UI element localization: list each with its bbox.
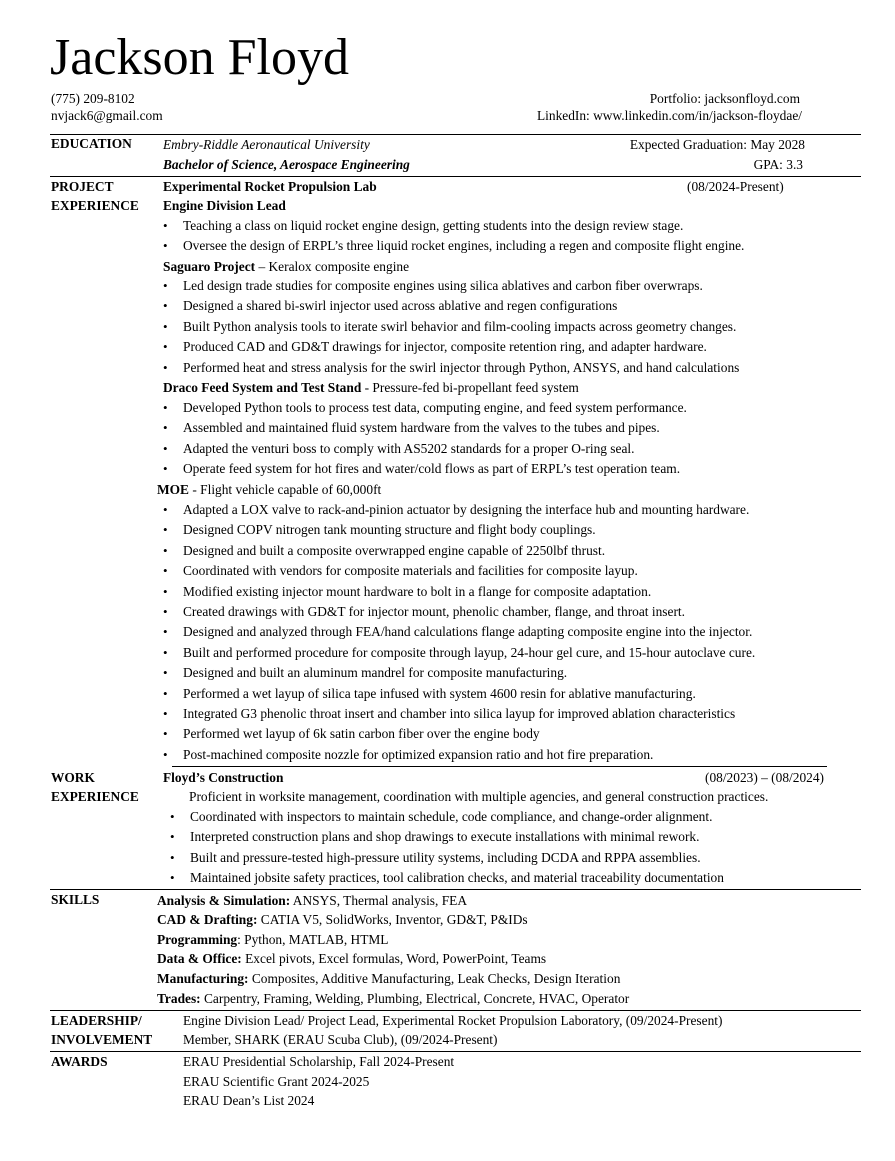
- portfolio-link[interactable]: Portfolio: jacksonfloyd.com: [649, 91, 800, 106]
- skill-line: [157, 949, 546, 969]
- list-item: • Produced CAD and GD&T drawings for injector, composite retention ring, and adapter hardware.: [157, 337, 739, 357]
- list-item: • Operate feed system for hot fires and water/cold flows as part of ERPL’s test operation team.: [157, 459, 687, 479]
- list-item: • Performed heat and stress analysis for the swirl injector through Python, ANSYS, and hand calculations: [157, 358, 739, 378]
- education-heading: EDUCATION: [51, 136, 132, 151]
- skill-line: [157, 930, 389, 950]
- work-org: Floyd’s Construction: [163, 770, 284, 785]
- saguaro-desc: – Keralox composite engine: [255, 259, 410, 274]
- list-item: • Interpreted construction plans and shop drawings to execute installations with minimal rework.: [164, 827, 724, 847]
- skill-label: Manufacturing:: [157, 971, 249, 986]
- list-item: • Coordinated with inspectors to maintain schedule, code compliance, and change-order alignment.: [164, 807, 724, 827]
- skills-heading: SKILLS: [51, 892, 100, 907]
- leadership-item: Engine Division Lead/ Project Lead, Experimental Rocket Propulsion Laboratory, (09/2024-Present): [183, 1013, 723, 1028]
- skill-line: [157, 989, 629, 1009]
- skill-value: Carpentry, Framing, Welding, Plumbing, Electrical, Concrete, HVAC, Operator: [200, 991, 630, 1006]
- moe-desc: - Flight vehicle capable of 60,000ft: [189, 482, 382, 497]
- list-item: • Designed and built an aluminum mandrel for composite manufacturing.: [157, 663, 755, 683]
- project-heading-line1: PROJECT: [51, 179, 114, 194]
- project-heading-line2: EXPERIENCE: [51, 198, 139, 213]
- award-item: ERAU Scientific Grant 2024-2025: [183, 1074, 370, 1089]
- list-item: • Built and pressure-tested high-pressure utility systems, including DCDA and RPPA assemblies.: [164, 848, 724, 868]
- draco-header: [163, 380, 579, 396]
- draco-bullets: [157, 398, 687, 480]
- award-item: ERAU Presidential Scholarship, Fall 2024-Present: [183, 1054, 455, 1069]
- list-item: • Integrated G3 phenolic throat insert and chamber into silica layup for improved ablation characteristics: [157, 704, 755, 724]
- project-org: Experimental Rocket Propulsion Lab: [163, 179, 377, 194]
- skill-label: Trades:: [157, 991, 201, 1006]
- list-item: • Post-machined composite nozzle for optimized expansion ratio and hot fire preparation.: [157, 745, 755, 765]
- leadership-item: Member, SHARK (ERAU Scuba Club), (09/2024-Present): [183, 1032, 498, 1047]
- skill-line: [157, 891, 467, 911]
- awards-heading: AWARDS: [51, 1054, 108, 1069]
- leadership-heading-line2: INVOLVEMENT: [51, 1032, 153, 1047]
- skill-label: Programming: [157, 932, 238, 947]
- work-heading-line1: WORK: [51, 770, 95, 785]
- list-item: • Created drawings with GD&T for injector mount, phenolic chamber, flange, and throat insert.: [157, 602, 755, 622]
- leadership-heading-line1: LEADERSHIP/: [51, 1013, 142, 1028]
- section-divider: [50, 1051, 861, 1052]
- list-item: • Performed wet layup of 6k satin carbon fiber over the engine body: [157, 724, 755, 744]
- skill-label: Analysis & Simulation:: [157, 893, 291, 908]
- work-dates: (08/2023) – (08/2024): [704, 770, 824, 785]
- list-item: • Teaching a class on liquid rocket engine design, getting students into the design review stage.: [157, 216, 744, 236]
- list-item: • Coordinated with vendors for composite materials and facilities for composite layup.: [157, 561, 755, 581]
- moe-bullets: [157, 500, 755, 765]
- skill-line: [157, 910, 528, 930]
- project-role: Engine Division Lead: [163, 198, 286, 213]
- skill-value: ANSYS, Thermal analysis, FEA: [290, 893, 467, 908]
- list-item: • Adapted a LOX valve to rack-and-pinion actuator by designing the interface hub and mounting hardware.: [157, 500, 755, 520]
- list-item: • Led design trade studies for composite engines using silica ablatives and carbon fiber overwraps.: [157, 276, 739, 296]
- list-item: • Built and performed procedure for composite through layup, 24-hour gel cure, and 15-hour autoclave cure.: [157, 643, 755, 663]
- list-item: • Built Python analysis tools to iterate swirl behavior and film-cooling impacts across geometry changes.: [157, 317, 739, 337]
- draco-desc: - Pressure-fed bi-propellant feed system: [361, 380, 579, 395]
- saguaro-bullets: [157, 276, 739, 378]
- email-address: nvjack6@gmail.com: [51, 108, 163, 123]
- school-name: Embry-Riddle Aeronautical University: [163, 137, 370, 152]
- skill-value: : Python, MATLAB, HTML: [237, 932, 389, 947]
- list-item: • Assembled and maintained fluid system hardware from the valves to the tubes and pipes.: [157, 418, 687, 438]
- skill-value: Composites, Additive Manufacturing, Leak Checks, Design Iteration: [248, 971, 621, 986]
- gpa: GPA: 3.3: [753, 157, 803, 172]
- skill-value: Excel pivots, Excel formulas, Word, PowerPoint, Teams: [241, 951, 547, 966]
- graduation-date: Expected Graduation: May 2028: [629, 137, 805, 152]
- skill-line: [157, 969, 620, 989]
- linkedin-link[interactable]: LinkedIn: www.linkedin.com/in/jackson-floydae/: [536, 108, 802, 123]
- saguaro-header: [163, 259, 409, 275]
- degree-name: Bachelor of Science, Aerospace Engineering: [163, 157, 410, 172]
- project-dates: (08/2024-Present): [687, 179, 784, 194]
- section-divider: [172, 766, 827, 767]
- role-bullets: [157, 216, 744, 257]
- list-item: • Maintained jobsite safety practices, tool calibration checks, and material traceability documentation: [164, 868, 724, 888]
- section-divider: [50, 176, 861, 177]
- list-item: • Developed Python tools to process test data, computing engine, and feed system performance.: [157, 398, 687, 418]
- list-item: • Adapted the venturi boss to comply with AS5202 standards for a proper O-ring seal.: [157, 439, 687, 459]
- list-item: • Performed a wet layup of silica tape infused with system 4600 resin for ablative manufacturing.: [157, 684, 755, 704]
- phone-number: (775) 209-8102: [51, 91, 135, 106]
- moe-title: MOE: [157, 482, 189, 497]
- section-divider: [50, 889, 861, 890]
- skill-label: CAD & Drafting:: [157, 912, 258, 927]
- skill-value: CATIA V5, SolidWorks, Inventor, GD&T, P&IDs: [257, 912, 528, 927]
- list-item: • Designed COPV nitrogen tank mounting structure and flight body couplings.: [157, 520, 755, 540]
- list-item: • Designed and built a composite overwrapped engine capable of 2250lbf thrust.: [157, 541, 755, 561]
- skill-label: Data & Office:: [157, 951, 242, 966]
- list-item: • Designed a shared bi-swirl injector used across ablative and regen configurations: [157, 296, 739, 316]
- moe-header: [157, 482, 381, 498]
- work-summary: Proficient in worksite management, coordination with multiple agencies, and general construction practices.: [189, 789, 769, 804]
- saguaro-title: Saguaro Project: [163, 259, 256, 274]
- work-heading-line2: EXPERIENCE: [51, 789, 139, 804]
- list-item: • Modified existing injector mount hardware to bolt in a flange for composite adaptation.: [157, 582, 755, 602]
- candidate-name: Jackson Floyd: [50, 29, 349, 86]
- list-item: • Oversee the design of ERPL’s three liquid rocket engines, including a regen and composite flight engine.: [157, 236, 744, 256]
- list-item: • Designed and analyzed through FEA/hand calculations flange adapting composite engine into the injector.: [157, 622, 755, 642]
- award-item: ERAU Dean’s List 2024: [183, 1093, 315, 1108]
- section-divider: [50, 134, 861, 135]
- draco-title: Draco Feed System and Test Stand: [163, 380, 362, 395]
- work-bullets: [164, 807, 724, 889]
